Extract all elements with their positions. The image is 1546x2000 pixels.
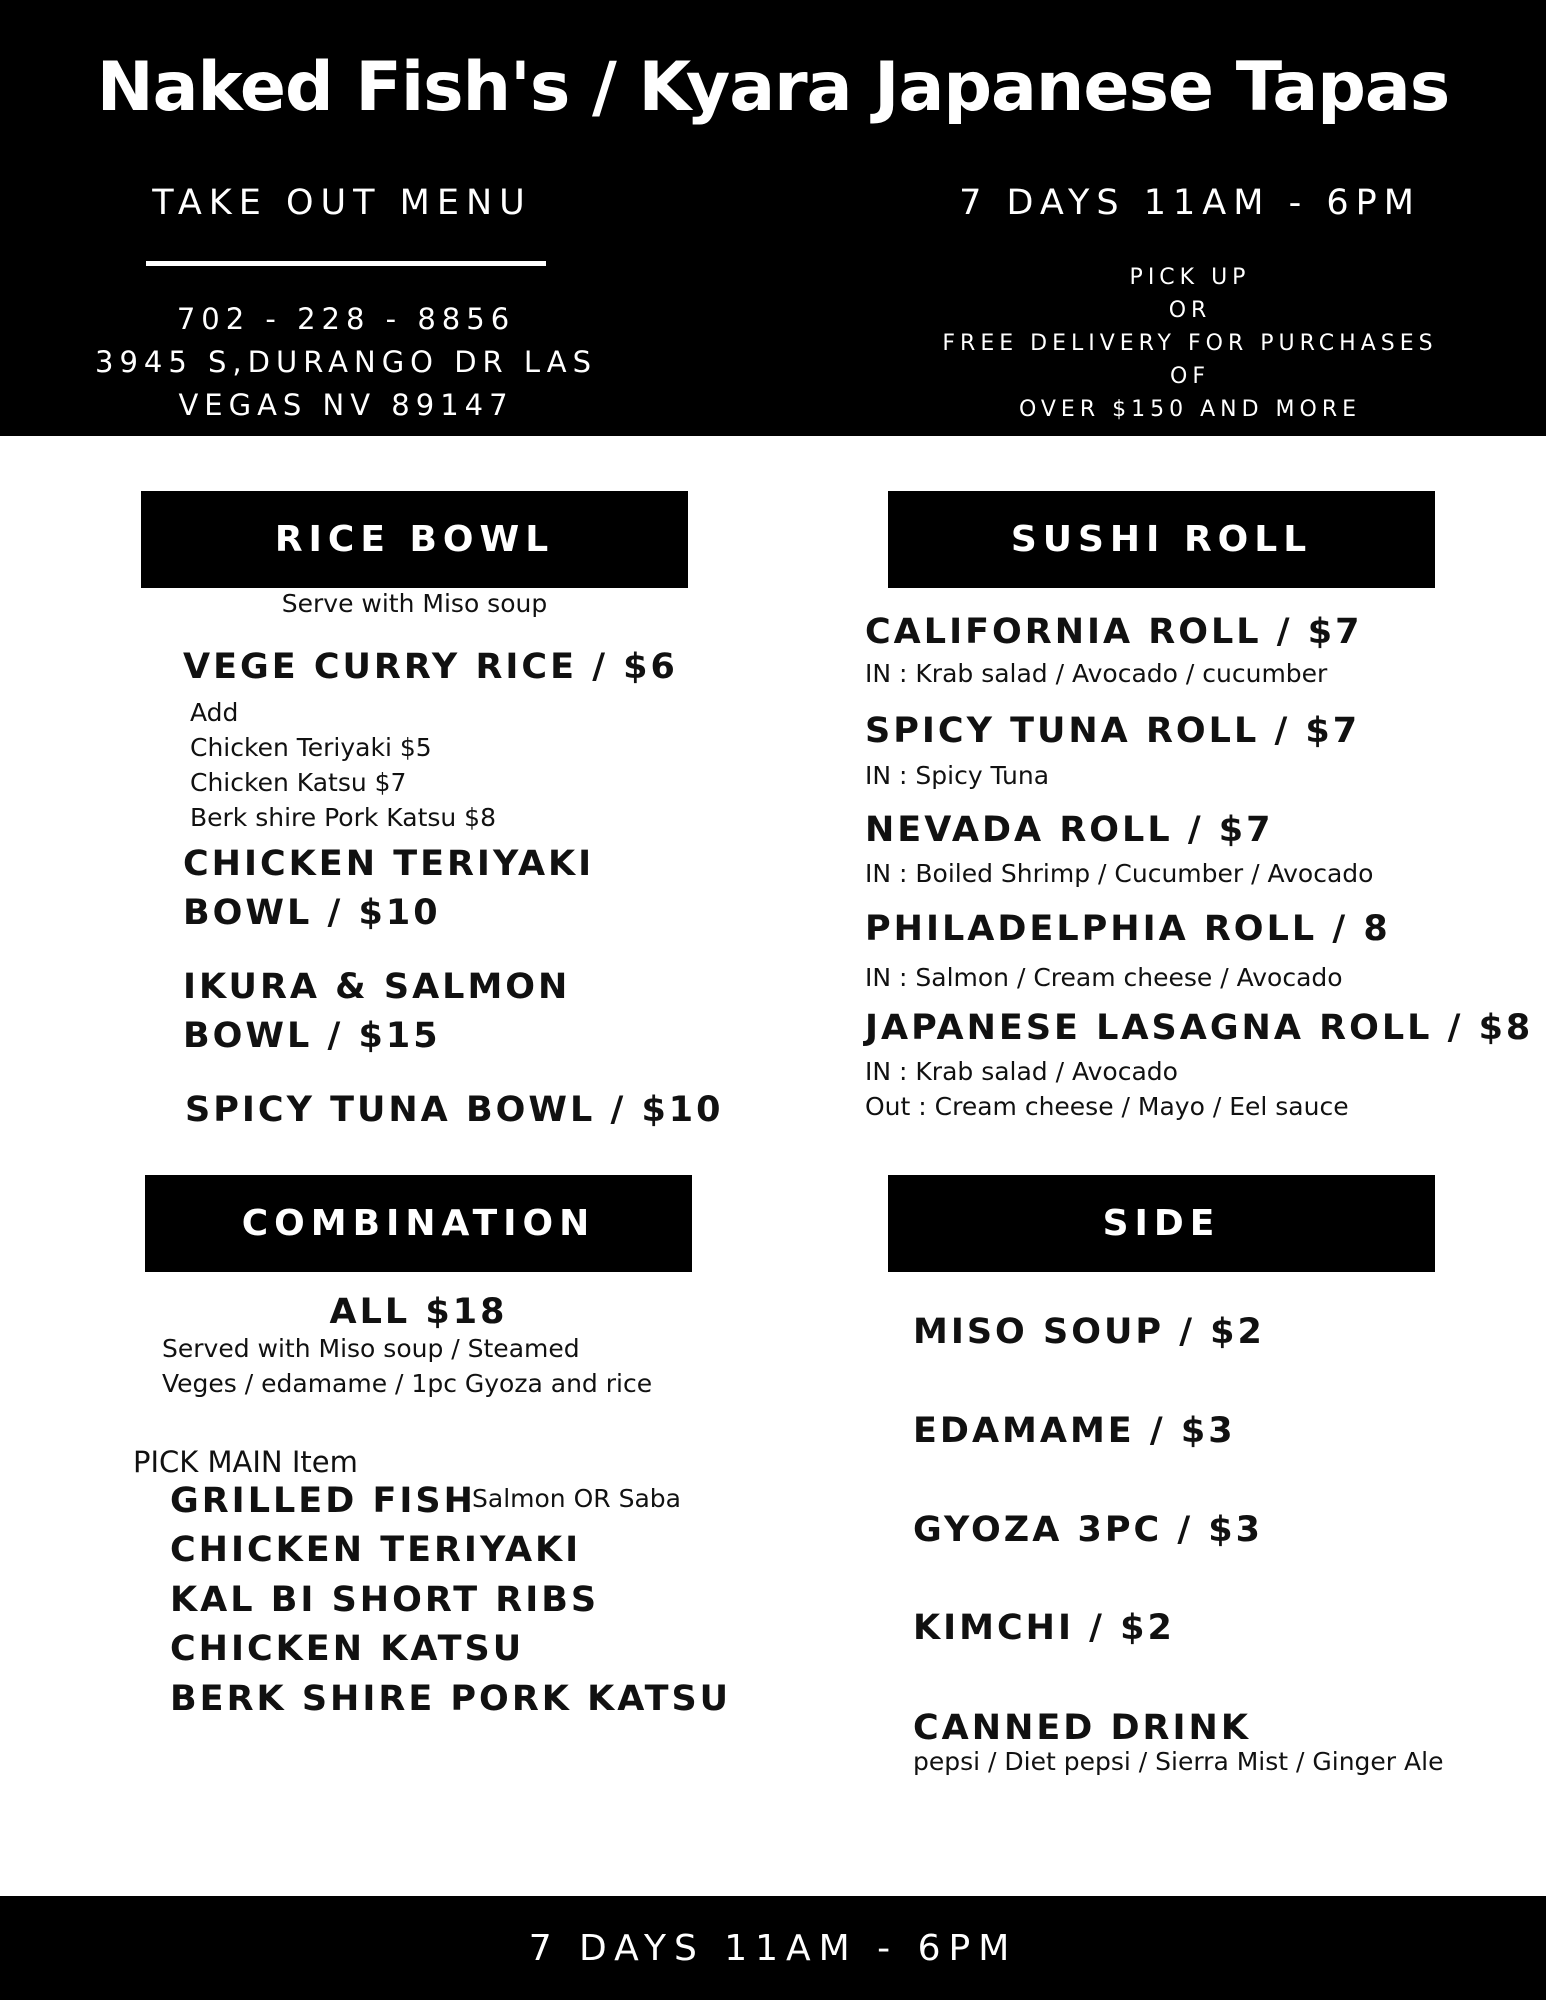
side-item-edamame: EDAMAME / $3: [913, 1411, 1236, 1451]
menu-item-chicken-teriyaki-bowl: CHICKEN TERIYAKI: [183, 844, 595, 884]
combo-main-grilled-fish: GRILLED FISH: [170, 1481, 476, 1521]
menu-item-nevada-roll: NEVADA ROLL / $7: [865, 810, 1274, 850]
side-item-canned-drink: CANNED DRINK: [913, 1708, 1251, 1748]
addon-item: Add: [190, 698, 239, 727]
phone-number[interactable]: 702 - 228 - 8856: [176, 302, 516, 336]
addon-item: Chicken Katsu $7: [190, 768, 407, 797]
item-ingredients: IN : Salmon / Cream cheese / Avocado: [865, 963, 1343, 992]
opening-hours: 7 DAYS 11AM - 6PM: [959, 183, 1421, 223]
menu-item-ikura-salmon-bowl-price: BOWL / $15: [183, 1016, 441, 1056]
drink-options: pepsi / Diet pepsi / Sierra Mist / Ginger Ale: [913, 1747, 1444, 1776]
addon-item: Berk shire Pork Katsu $8: [190, 803, 496, 832]
combo-main-chicken-katsu: CHICKEN KATSU: [170, 1629, 525, 1669]
footer-hours: 7 DAYS 11AM - 6PM: [0, 1896, 1546, 2000]
side-heading: SIDE: [888, 1175, 1435, 1272]
item-ingredients: IN : Krab salad / Avocado: [865, 1057, 1178, 1086]
pickup-line: OVER $150 AND MORE: [1018, 397, 1362, 422]
pickup-line: FREE DELIVERY FOR PURCHASES: [942, 331, 1438, 356]
combo-main-berk-shire-pork-katsu: BERK SHIRE PORK KATSU: [170, 1679, 732, 1719]
side-item-kimchi: KIMCHI / $2: [913, 1608, 1175, 1648]
menu-item-spicy-tuna-bowl: SPICY TUNA BOWL / $10: [185, 1090, 724, 1130]
item-ingredients: IN : Boiled Shrimp / Cucumber / Avocado: [865, 859, 1374, 888]
address-line-2: VEGAS NV 89147: [178, 388, 514, 422]
side-item-gyoza: GYOZA 3PC / $3: [913, 1510, 1264, 1550]
contact-info: [60, 298, 632, 427]
pickup-line: PICK UP: [1129, 265, 1251, 290]
divider: [146, 261, 546, 266]
menu-item-chicken-teriyaki-bowl-price: BOWL / $10: [183, 893, 441, 933]
menu-item-philadelphia-roll: PHILADELPHIA ROLL / 8: [865, 909, 1391, 949]
item-toppings: Out : Cream cheese / Mayo / Eel sauce: [865, 1092, 1349, 1121]
restaurant-title: Naked Fish's / Kyara Japanese Tapas: [96, 48, 1450, 127]
menu-item-japanese-lasagna-roll: JAPANESE LASAGNA ROLL / $8: [865, 1008, 1534, 1048]
menu-item-ikura-salmon-bowl: IKURA & SALMON: [183, 967, 571, 1007]
rice-bowl-note: Serve with Miso soup: [281, 589, 548, 618]
pickup-delivery-info: [850, 261, 1530, 426]
combo-main-chicken-teriyaki: CHICKEN TERIYAKI: [170, 1530, 582, 1570]
combination-note-line: Veges / edamame / 1pc Gyoza and rice: [162, 1369, 653, 1398]
takeout-menu-label: TAKE OUT MENU: [152, 183, 532, 223]
menu-item-california-roll: CALIFORNIA ROLL / $7: [865, 612, 1363, 652]
combo-main-kal-bi-short-ribs: KAL BI SHORT RIBS: [170, 1580, 600, 1620]
combination-heading: COMBINATION: [145, 1175, 692, 1272]
sushi-roll-heading: SUSHI ROLL: [888, 491, 1435, 588]
item-ingredients: IN : Krab salad / Avocado / cucumber: [865, 659, 1328, 688]
addon-list: [190, 695, 496, 835]
addon-item: Chicken Teriyaki $5: [190, 733, 432, 762]
combination-note-line: Served with Miso soup / Steamed: [162, 1334, 580, 1363]
menu-item-vege-curry-rice: VEGE CURRY RICE / $6: [183, 647, 678, 687]
pick-main-label: PICK MAIN Item: [133, 1445, 358, 1479]
pickup-line: OR: [1168, 298, 1212, 323]
rice-bowl-heading: RICE BOWL: [141, 491, 688, 588]
combination-note: [162, 1331, 652, 1401]
combination-price: ALL $18: [329, 1292, 508, 1332]
side-item-miso-soup: MISO SOUP / $2: [913, 1312, 1265, 1352]
address-line-1: 3945 S,DURANGO DR LAS: [95, 345, 597, 379]
grilled-fish-options: Salmon OR Saba: [472, 1484, 681, 1513]
item-ingredients: IN : Spicy Tuna: [865, 761, 1050, 790]
pickup-line: OF: [1170, 364, 1210, 389]
menu-item-spicy-tuna-roll: SPICY TUNA ROLL / $7: [865, 711, 1361, 751]
